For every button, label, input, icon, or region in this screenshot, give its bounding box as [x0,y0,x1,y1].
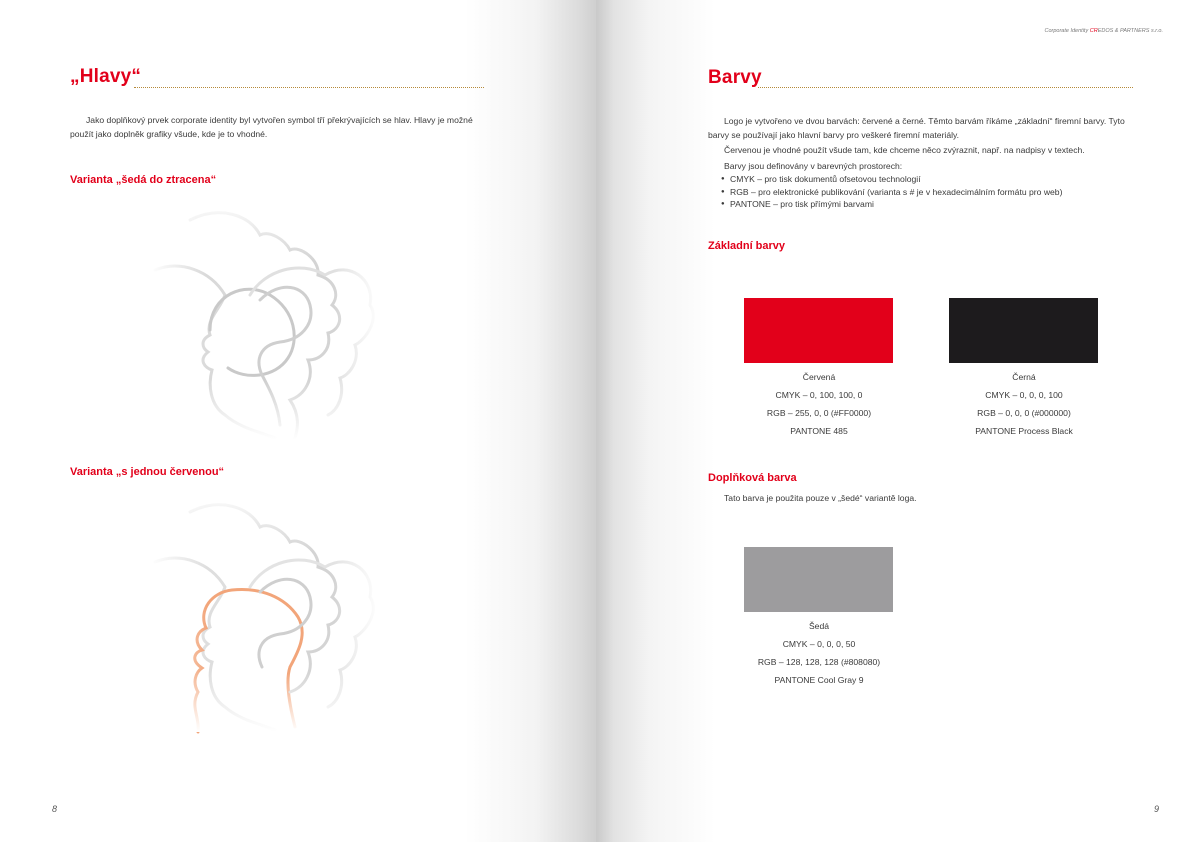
intro-paragraph: Jako doplňkový prvek corporate identity byl vytvořen symbol tří překrývajících se hlav. Hlavy je možné použít jako doplněk grafiky všude, kde je to vhodné. [70,115,473,139]
black-color-specs [924,368,1124,440]
color-spaces-paragraph: Barvy jsou definovány v barevných prostorech: [724,161,903,171]
page-title: Barvy [708,67,762,88]
color-name: Šedá [808,621,830,631]
color-pantone: PANTONE Process Black [975,426,1073,436]
color-name: Červená [802,372,836,382]
color-rgb: RGB – 128, 128, 128 (#808080) [757,657,881,667]
color-rgb: RGB – 255, 0, 0 (#FF0000) [766,408,872,418]
color-name: Černá [1012,372,1036,382]
red-usage-paragraph: Červenou je vhodné použít všude tam, kde chceme něco zvýraznit, např. na nadpisy v textech. [724,145,1085,155]
black-swatch [949,298,1098,363]
red-color-specs [719,368,919,440]
colors-intro-paragraph: Logo je vytvořeno ve dvou barvách: červené a černé. Těmto barvám říkáme „základní“ firemní barvy. Tyto barvy se používají jako hlavní barvy pro veškeré firemní materiály. [708,116,1125,140]
color-cmyk: CMYK – 0, 100, 100, 0 [775,390,863,400]
heads-symbol-gray [150,200,380,440]
variant-gray-heading: Varianta „šedá do ztracena“ [70,174,217,186]
list-item: ● CMYK – pro tisk dokumentů ofsetovou technologií [730,173,1148,186]
color-rgb: RGB – 0, 0, 0 (#000000) [977,408,1071,418]
color-cmyk: CMYK – 0, 0, 0, 50 [782,639,856,649]
red-swatch [744,298,893,363]
page-number-left: 8 [52,804,58,814]
running-head: Corporate Identity CREDOS & PARTNERS s.r.o. [1044,28,1163,34]
right-page [596,0,1191,842]
color-spaces-list [708,173,1148,211]
heads-symbol-red [150,492,380,732]
gray-swatch [744,547,893,612]
extra-color-heading: Doplňková barva [708,472,797,484]
extra-color-text: Tato barva je použita pouze v „šedé“ variantě loga. [724,493,917,503]
page-number-right: 9 [1153,804,1159,814]
page-title: „Hlavy“ [70,66,142,87]
list-item: ● PANTONE – pro tisk přímými barvami [730,198,1148,211]
title-dotted-rule [134,87,484,88]
title-dotted-rule [758,87,1133,88]
color-pantone: PANTONE Cool Gray 9 [774,675,864,685]
gray-color-specs [719,617,919,689]
list-item: ● RGB – pro elektronické publikování (varianta s # je v hexadecimálním formátu pro web) [730,186,1148,199]
basic-colors-heading: Základní barvy [708,240,786,252]
color-pantone: PANTONE 485 [790,426,848,436]
variant-red-heading: Varianta „s jednou červenou“ [70,466,225,478]
color-cmyk: CMYK – 0, 0, 0, 100 [985,390,1063,400]
